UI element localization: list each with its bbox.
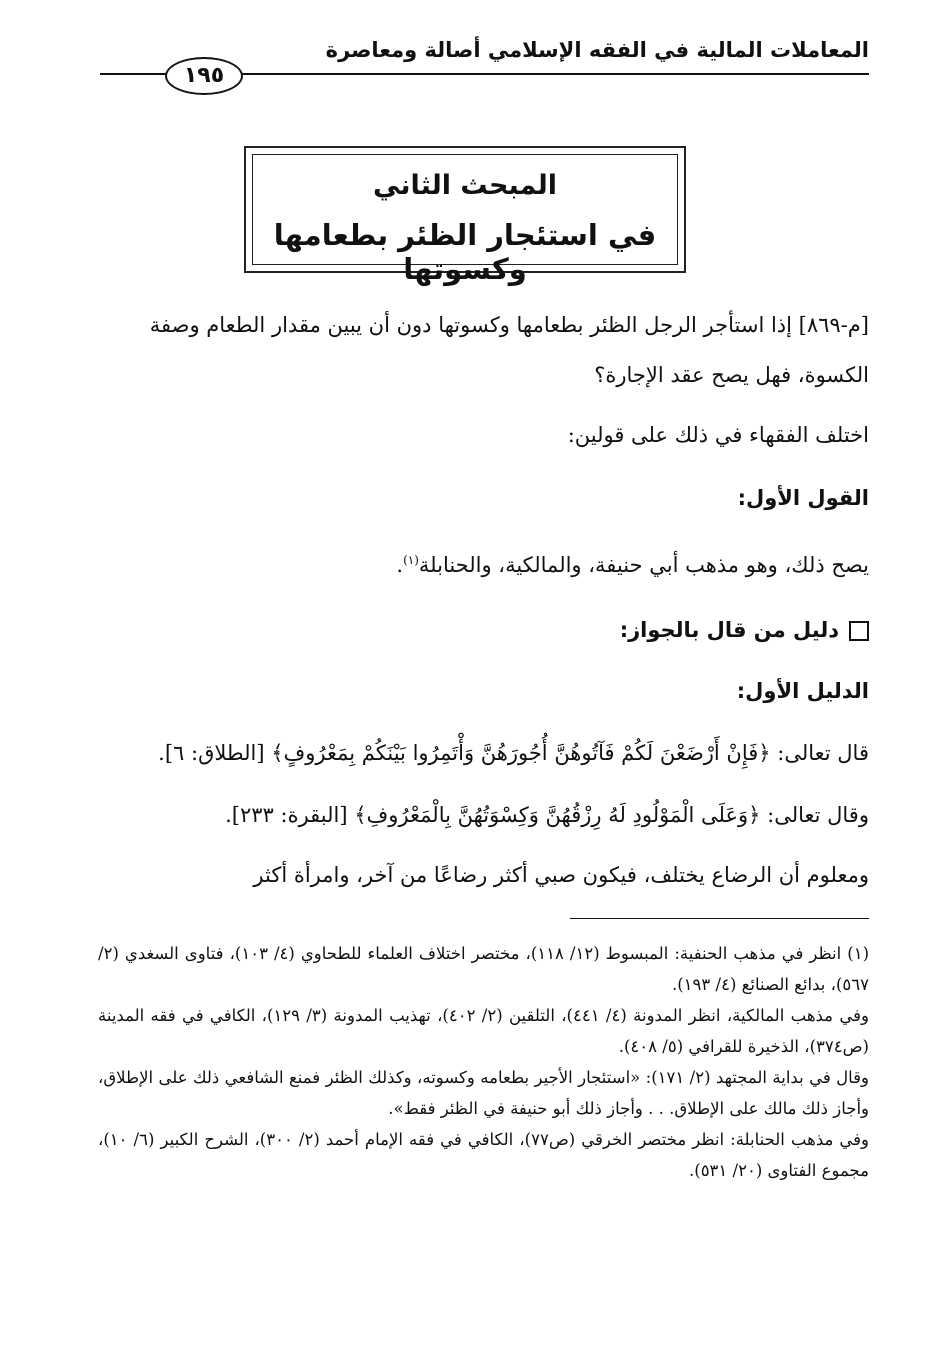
first-opinion-text: يصح ذلك، وهو مذهب أبي حنيفة، والمالكية، والحنابلة [418,553,869,577]
paragraph-verse-talaq: قال تعالى: ﴿فَإِنْ أَرْضَعْنَ لَكُمْ فَآتُوهُنَّ أُجُورَهُنَّ وَأْتَمِرُوا بَيْنَكُمْ بِمَعْرُوفٍ﴾ [الطلاق: ٦]. [158,741,869,765]
square-bullet-icon [849,621,869,641]
heading-first-opinion: القول الأول: [737,486,869,510]
footnote-maliki: وفي مذهب المالكية، انظر المدونة (٤/ ٤٤١)، التلقين (٢/ ٤٠٢)، تهذيب المدونة (٣/ ١٢٩)، الكافي في فقه المدينة (ص٣٧٤)، الذخيرة للقرافي (٥/ ٤٠٨). [98,1006,869,1056]
footnotes [98,938,869,1186]
footnote-ref-1: (١) [403,553,419,567]
heading-first-evidence: الدليل الأول: [736,679,869,703]
paragraph-nursing: ومعلوم أن الرضاع يختلف، فيكون صبي أكثر رضاعًا من آخر، وامرأة أكثر [253,863,869,887]
paragraph-disagreement: اختلف الفقهاء في ذلك على قولين: [567,423,869,447]
evidence-heading-text: دليل من قال بالجواز: [619,618,839,642]
paragraph-verse-baqarah: وقال تعالى: ﴿وَعَلَى الْمَوْلُودِ لَهُ رِزْقُهُنَّ وَكِسْوَتُهُنَّ بِالْمَعْرُوفِ﴾ [البقرة: ٢٣٣]. [225,803,869,827]
section-title: المبحث الثاني [373,170,557,201]
footnote-rule [570,918,869,919]
page-number: ١٩٥ [165,57,243,95]
paragraph-first-opinion [98,535,869,590]
section-title-box [244,146,686,286]
running-header-title: المعاملات المالية في الفقه الإسلامي أصالة ومعاصرة [325,38,869,62]
footnote-hanbali: وفي مذهب الحنابلة: انظر مختصر الخرقي (ص٧٧)، الكافي في فقه الإمام أحمد (٢/ ٣٠٠)، الشرح الكبير (٦/ ١٠)، مجموع الفتاوى (٢٠/ ٥٣١). [98,1130,869,1180]
section-subtitle: في استئجار الظئر بطعامها وكسوتها [273,218,657,286]
heading-evidence [98,605,869,655]
footnote-bidayah: وقال في بداية المجتهد (٢/ ١٧١): «استئجار الأجير بطعامه وكسوته، وكذلك الظئر فمنع الشافعي ذلك على الإطلاق، وأجاز ذلك مالك على الإطلاق. . . وأجاز ذلك أبو حنيفة في الظئر فقط». [98,1068,869,1118]
footnote-hanafi: (١) انظر في مذهب الحنفية: المبسوط (١٢/ ١١٨)، مختصر اختلاف العلماء للطحاوي (٤/ ١٠٣)، فتاوى السغدي (٢/ ٥٦٧)، بدائع الصنائع (٤/ ١٩٣). [98,944,869,994]
paragraph-question: [م-٨٦٩] إذا استأجر الرجل الظئر بطعامها وكسوتها دون أن يبين مقدار الطعام وصفة الكسوة، فهل يصح عقد الإجارة؟ [149,313,869,387]
first-opinion-end: . [396,553,404,577]
